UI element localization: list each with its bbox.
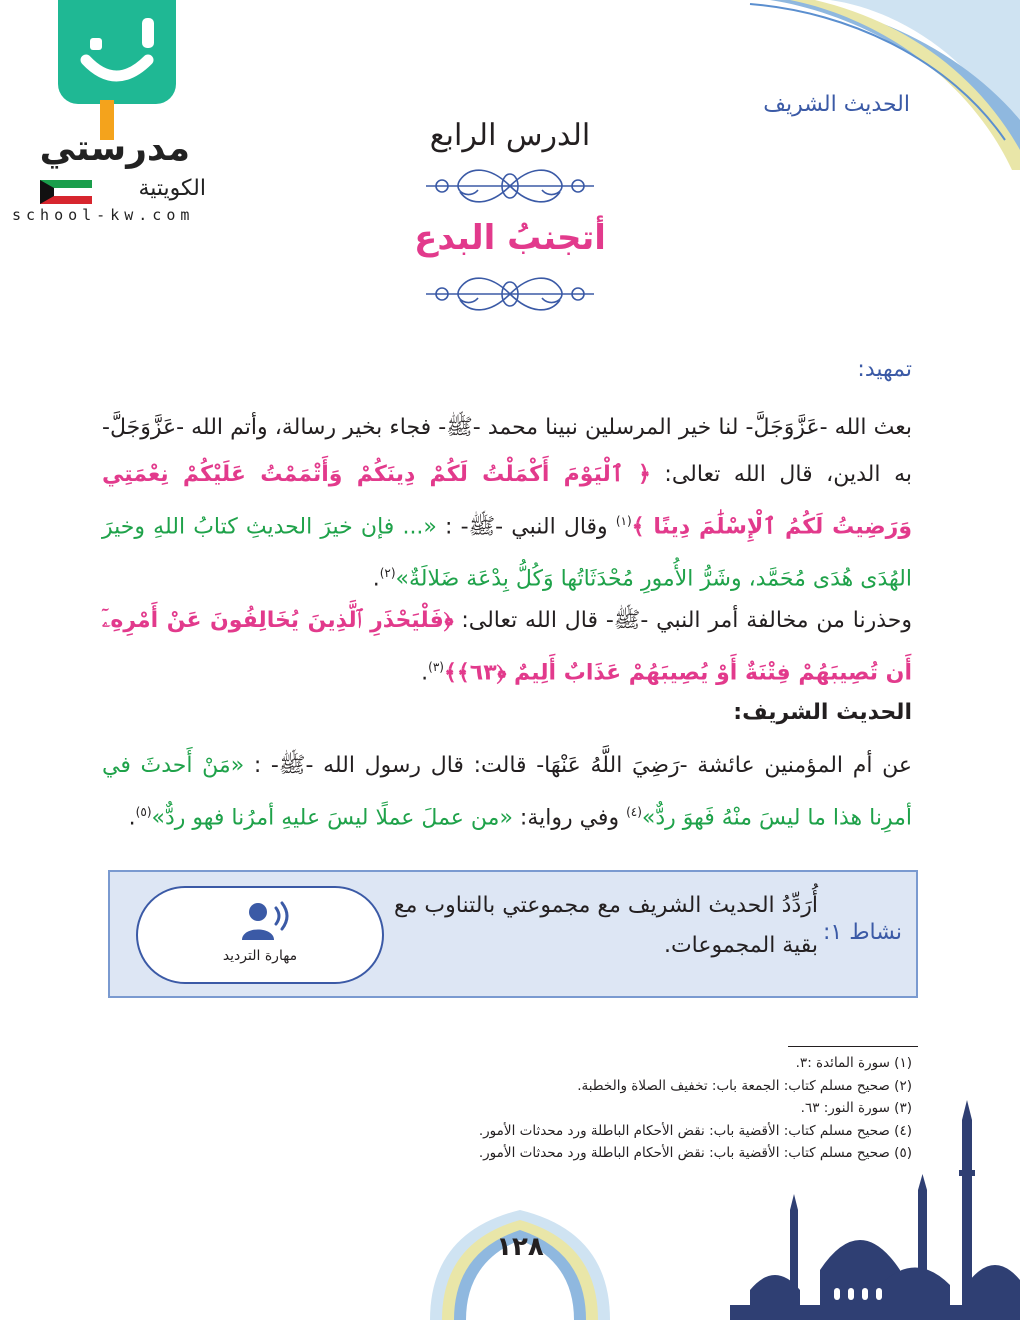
ornament-bottom-icon bbox=[420, 268, 600, 320]
text-run: وحذرنا من مخالفة أمر النبي -ﷺ- قال الله تعالى: bbox=[453, 608, 912, 633]
footnote-ref: (٥) bbox=[135, 805, 152, 819]
skill-badge bbox=[136, 886, 384, 984]
logo-subtitle: الكويتية bbox=[138, 176, 206, 201]
speaking-person-icon bbox=[236, 900, 296, 942]
intro-heading: تمهيد: bbox=[857, 357, 912, 382]
hadith-heading: الحديث الشريف: bbox=[733, 700, 912, 725]
quran-verse: ﴿فَلْيَحْذَرِ ٱلَّذِينَ يُخَالِفُونَ عَنْ أَمْرِهِۦٓ أَن تُصِيبَهُمْ فِتْنَةٌ أَوْ يُصِيبَهُمْ عَذَابٌ أَلِيمٌ ﴿٦٣﴾﴾ bbox=[102, 608, 912, 686]
ornament-top-icon bbox=[420, 160, 600, 212]
lesson-title: أتجنبُ البدع bbox=[414, 218, 606, 258]
footnote-ref: (٤) bbox=[626, 805, 642, 819]
activity-text: أُرَدِّدُ الحديث الشريف مع مجموعتي بالتناوب مع بقية المجموعات. bbox=[393, 893, 818, 958]
kuwait-flag-icon bbox=[40, 180, 92, 204]
decorative-swoosh bbox=[600, 0, 1020, 170]
text-run: وفي رواية: bbox=[512, 805, 627, 831]
footnote: (٥) صحيح مسلم كتاب: الأقضية باب: نقض الأحكام الباطلة ورد محدثات الأمور. bbox=[478, 1145, 912, 1161]
page-number: ١٢٨ bbox=[496, 1232, 544, 1262]
text-run: . bbox=[421, 660, 429, 686]
hadith-paragraph bbox=[102, 742, 912, 841]
footnote-ref: (١) bbox=[615, 514, 632, 528]
hadith-quote: «من عملَ عملًا ليسَ عليهِ أمرُنا فهو ردٌّ» bbox=[151, 805, 513, 831]
school-logo bbox=[12, 0, 240, 230]
footnote: (٤) صحيح مسلم كتاب: الأقضية باب: نقض الأحكام الباطلة ورد محدثات الأمور. bbox=[478, 1122, 912, 1139]
text-run: بعث الله -عَزَّوَجَلَّ- لنا خير المرسلين نبينا محمد -ﷺ- فجاء بخير رسالة، وأتم الله -عَزَّوَجَلَّ- به الدين، قال الله تعالى: bbox=[102, 415, 912, 487]
intro-paragraph-2 bbox=[102, 597, 912, 696]
lesson-number: الدرس الرابع bbox=[429, 118, 591, 153]
footnote: (٢) صحيح مسلم كتاب: الجمعة باب: تخفيف الصلاة والخطبة. bbox=[577, 1077, 912, 1094]
footnote-divider bbox=[788, 1046, 918, 1047]
footnote-ref: (٢) bbox=[379, 566, 396, 581]
logo-url: school-kw.com bbox=[12, 206, 195, 224]
text-run: . bbox=[372, 566, 380, 592]
text-run: وقال النبي -ﷺ- : bbox=[436, 514, 616, 540]
footnote: (٣) سورة النور: ٦٣. bbox=[800, 1100, 912, 1116]
section-title: الحديث الشريف bbox=[763, 92, 910, 117]
text-run: عن أم المؤمنين عائشة -رَضِيَ اللَّهُ عَنْهَا- قالت: قال رسول الله -ﷺ- : bbox=[244, 753, 912, 778]
activity-box bbox=[108, 870, 918, 998]
activity-label: نشاط ١: bbox=[822, 920, 902, 945]
hadith-quote: «... فإن خيرَ الحديثِ كتابُ اللهِ وخيرَ الهُدَى هُدَى مُحَمَّد، وشَرُّ الأُمورِ مُحْدَثَاتُها وَكُلُّ بِدْعَة ضَلالَةٌ» bbox=[102, 514, 912, 592]
quran-verse: ﴿ ٱلْيَوْمَ أَكْمَلْتُ لَكُمْ دِينَكُمْ وَأَتْمَمْتُ عَلَيْكُمْ نِعْمَتِي وَرَضِيتُ لَكُمُ ٱلْإِسْلَٰمَ دِينًا ﴾ bbox=[102, 462, 912, 540]
smile-icon bbox=[58, 0, 176, 104]
text-run: . bbox=[128, 805, 136, 831]
intro-paragraph-1 bbox=[102, 404, 912, 603]
footnote-ref: (٣) bbox=[428, 660, 444, 674]
skill-label: مهارة الترديد bbox=[222, 948, 298, 964]
footnote: (١) سورة المائدة :٣. bbox=[795, 1055, 912, 1071]
logo-name: مدرستي bbox=[39, 128, 190, 169]
mosque-silhouette-icon bbox=[730, 1100, 1020, 1320]
hadith-quote: «مَنْ أَحدثَ في أمرِنا هذا ما ليسَ منْهُ فَهوَ ردٌّ» bbox=[102, 753, 912, 831]
